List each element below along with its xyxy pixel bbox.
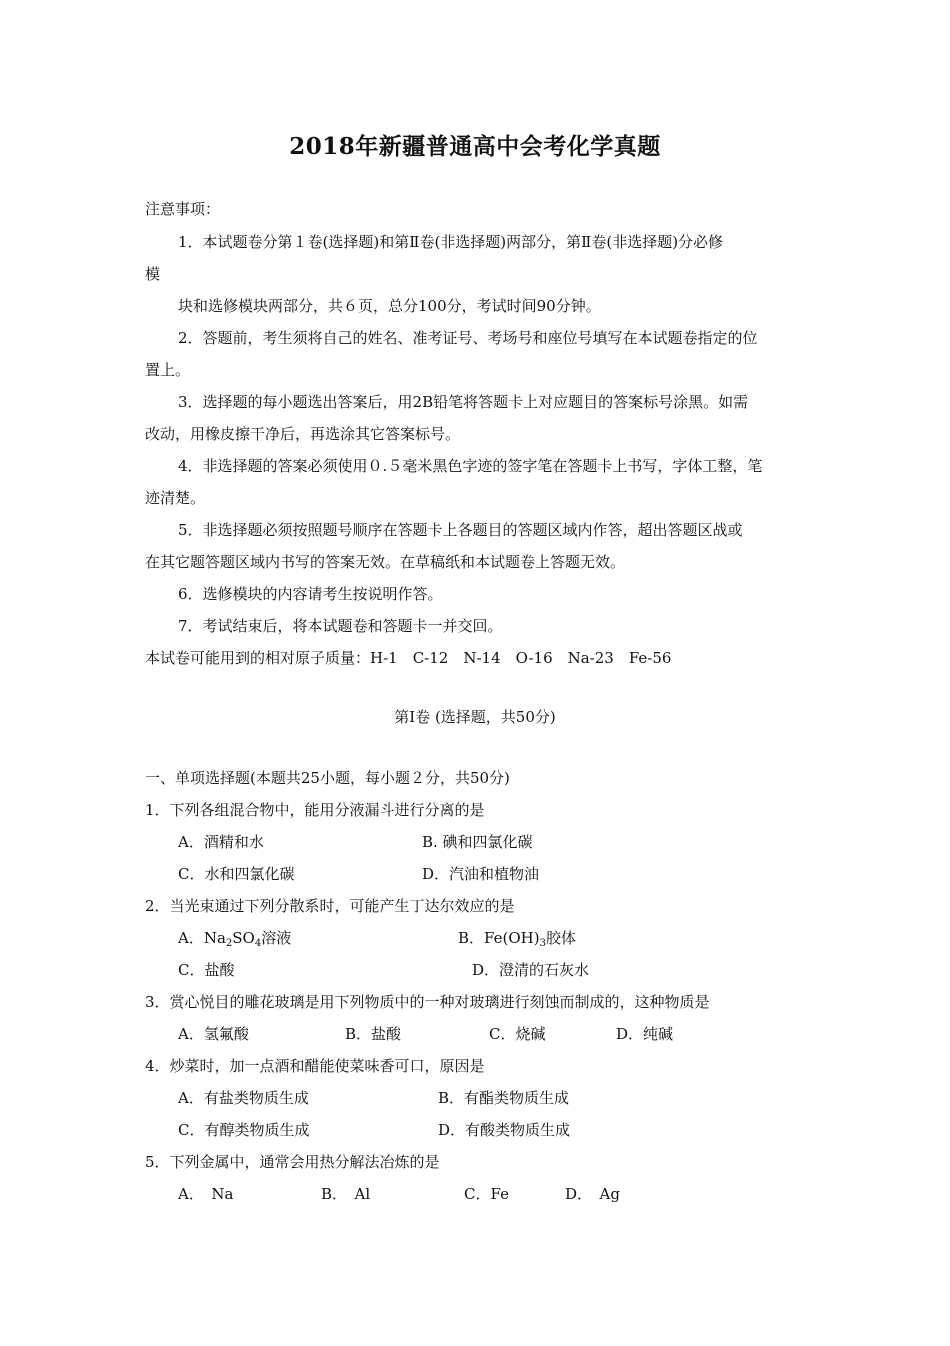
notice-item-4-cont: 迹清楚。 xyxy=(145,489,206,507)
q2a-subscript-1: 2 xyxy=(225,938,233,949)
section-title: 第Ⅰ卷 (选择题，共50分) xyxy=(394,708,556,726)
question-5-option-b: B． Al xyxy=(321,1185,371,1203)
question-1-option-d: D．汽油和植物油 xyxy=(422,865,540,883)
question-4-stem: 4．炒菜时，加一点酒和醋能使菜味香可口，原因是 xyxy=(145,1057,485,1075)
page-title: 2018年新疆普通高中会考化学真题 xyxy=(289,133,661,160)
question-2-option-d: D．澄清的石灰水 xyxy=(472,961,590,979)
notice-item-2-cont: 置上。 xyxy=(145,361,191,379)
part-heading: 一、单项选择题(本题共25小题，每小题２分，共50分) xyxy=(145,769,510,787)
q2a-subscript-2: 4 xyxy=(254,938,262,949)
notice-item-2: 2．答题前，考生须将自己的姓名、准考证号、考场号和座位号填写在本试题卷指定的位 xyxy=(178,329,758,347)
notice-item-1: 1．本试题卷分第１卷(选择题)和第Ⅱ卷(非选择题)两部分，第Ⅱ卷(非选择题)分必修 xyxy=(178,233,724,251)
q2a-text: A．Na xyxy=(178,929,226,947)
notice-heading: 注意事项： xyxy=(145,200,221,218)
q2b-text-post: 胶体 xyxy=(545,929,576,947)
question-4-option-a: A．有盐类物质生成 xyxy=(178,1089,309,1107)
question-2-option-a xyxy=(178,928,291,948)
question-5-option-d: D． Ag xyxy=(565,1185,620,1203)
question-5-option-a: A． Na xyxy=(178,1185,234,1203)
notice-item-1-cont2: 块和选修模块两部分，共６页，总分100分，考试时间90分钟。 xyxy=(178,297,601,315)
notice-item-7: 7．考试结束后，将本试题卷和答题卡一并交回。 xyxy=(178,617,503,635)
question-5-option-c: C．Fe xyxy=(464,1185,509,1203)
question-2-option-b xyxy=(458,928,576,948)
notice-item-6: 6．选修模块的内容请考生按说明作答。 xyxy=(178,585,443,603)
notice-item-5-cont: 在其它题答题区域内书写的答案无效。在草稿纸和本试题卷上答题无效。 xyxy=(145,553,626,571)
question-1-option-b: B. 碘和四氯化碳 xyxy=(422,833,533,851)
question-4-option-d: D．有酸类物质生成 xyxy=(438,1121,571,1139)
question-3-stem: 3．赏心悦目的雕花玻璃是用下列物质中的一种对玻璃进行刻蚀而制成的，这种物质是 xyxy=(145,993,710,1011)
notice-item-3: 3．选择题的每小题选出答案后，用2B铅笔将答题卡上对应题目的答案标号涂黑。如需 xyxy=(178,393,749,411)
question-4-option-b: B．有酯类物质生成 xyxy=(438,1089,570,1107)
q2b-text: B．Fe(OH) xyxy=(458,929,540,947)
notice-item-4: 4．非选择题的答案必须使用０.５毫米黑色字迹的签字笔在答题卡上书写，字体工整，笔 xyxy=(178,457,763,475)
question-3-option-c: C．烧碱 xyxy=(489,1025,546,1043)
question-3-option-b: B．盐酸 xyxy=(345,1025,402,1043)
q2a-text-mid: SO xyxy=(232,929,255,947)
q2a-text-post: 溶液 xyxy=(261,929,292,947)
question-2-stem: 2．当光束通过下列分散系时，可能产生丁达尔效应的是 xyxy=(145,897,515,915)
question-4-option-c: C．有醇类物质生成 xyxy=(178,1121,310,1139)
question-3-option-a: A．氢氟酸 xyxy=(178,1025,249,1043)
question-5-stem: 5．下列金属中，通常会用热分解法冶炼的是 xyxy=(145,1153,440,1171)
notice-item-5: 5．非选择题必须按照题号顺序在答题卡上各题目的答题区域内作答，超出答题区战或 xyxy=(178,521,743,539)
q2b-subscript: 3 xyxy=(539,938,546,949)
question-2-option-c: C．盐酸 xyxy=(178,961,235,979)
question-1-option-a: A．酒精和水 xyxy=(178,833,264,851)
atomic-mass-line: 本试卷可能用到的相对原子质量：H-1 C-12 N-14 O-16 Na-23 Fe-56 xyxy=(145,649,672,667)
question-3-option-d: D．纯碱 xyxy=(616,1025,674,1043)
question-1-stem: 1．下列各组混合物中，能用分液漏斗进行分离的是 xyxy=(145,801,485,819)
notice-item-1-cont: 模 xyxy=(145,265,161,283)
question-1-option-c: C．水和四氯化碳 xyxy=(178,865,295,883)
notice-item-3-cont: 改动，用橡皮擦干净后，再选涂其它答案标号。 xyxy=(145,425,461,443)
